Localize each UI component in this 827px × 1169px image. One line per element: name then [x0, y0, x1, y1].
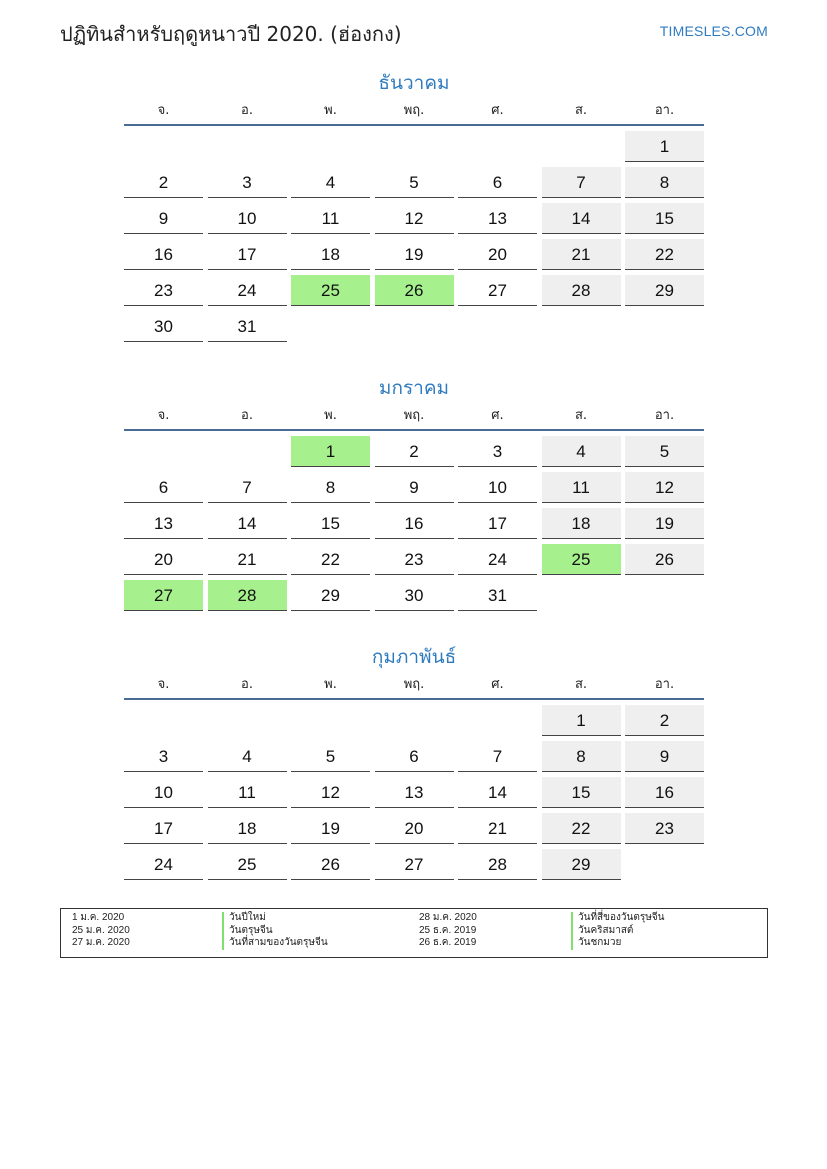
legend-date: 25 ม.ค. 2020	[72, 924, 130, 936]
day-cell: 2	[375, 436, 454, 467]
weekday-label: ส.	[574, 677, 588, 692]
weekend-day-cell: 9	[625, 741, 704, 772]
day-cell: 31	[208, 311, 287, 342]
day-cell: 30	[375, 580, 454, 611]
weekday-label: จ.	[157, 103, 170, 118]
weekday-label: พ.	[324, 408, 337, 423]
weekday-label: พ.	[324, 677, 337, 692]
day-cell: 27	[375, 849, 454, 880]
month-title: ธันวาคม	[378, 72, 450, 94]
weekend-day-cell: 19	[625, 508, 704, 539]
weekday-label: ส.	[574, 103, 588, 118]
month-january	[124, 373, 704, 611]
legend-date: 25 ธ.ค. 2019	[419, 924, 477, 936]
month-december	[124, 68, 704, 342]
day-cell: 7	[208, 472, 287, 503]
day-cell: 6	[124, 472, 203, 503]
holiday-legend	[60, 908, 768, 958]
days-grid	[124, 436, 704, 611]
legend-date: 26 ธ.ค. 2019	[419, 937, 477, 948]
day-cell: 12	[291, 777, 370, 808]
day-cell: 17	[458, 508, 537, 539]
day-cell: 27	[458, 275, 537, 306]
month-title: มกราคม	[378, 377, 450, 399]
day-cell: 11	[208, 777, 287, 808]
weekday-header	[124, 403, 704, 431]
day-cell: 10	[458, 472, 537, 503]
day-cell: 20	[458, 239, 537, 270]
day-cell: 13	[458, 203, 537, 234]
days-grid	[124, 705, 704, 880]
day-cell: 21	[208, 544, 287, 575]
weekend-day-cell: 29	[542, 849, 621, 880]
day-cell: 13	[124, 508, 203, 539]
day-cell: 28	[458, 849, 537, 880]
day-cell: 17	[124, 813, 203, 844]
holiday-day-cell: 27	[124, 580, 203, 611]
weekday-label: อา.	[654, 103, 675, 118]
legend-right-names	[571, 912, 761, 950]
day-cell: 29	[291, 580, 370, 611]
weekend-day-cell: 15	[542, 777, 621, 808]
legend-holiday-name: วันคริสมาสต์	[571, 925, 761, 938]
weekend-day-cell: 21	[542, 239, 621, 270]
day-cell: 23	[124, 275, 203, 306]
day-cell: 23	[375, 544, 454, 575]
day-cell: 26	[291, 849, 370, 880]
holiday-day-cell: 25	[291, 275, 370, 306]
day-cell: 2	[124, 167, 203, 198]
day-cell: 18	[208, 813, 287, 844]
weekday-label: อา.	[654, 677, 675, 692]
day-cell: 4	[291, 167, 370, 198]
weekend-day-cell: 1	[625, 131, 704, 162]
weekend-day-cell: 4	[542, 436, 621, 467]
empty-cell	[291, 131, 370, 161]
day-cell: 6	[458, 167, 537, 198]
empty-cell	[124, 705, 203, 735]
holiday-day-cell: 26	[375, 275, 454, 306]
day-cell: 13	[375, 777, 454, 808]
weekday-label: อ.	[241, 103, 253, 118]
empty-cell	[458, 131, 537, 161]
day-cell: 18	[291, 239, 370, 270]
weekday-label: พ.	[324, 103, 337, 118]
day-cell: 24	[458, 544, 537, 575]
empty-cell	[291, 705, 370, 735]
weekday-label: พฤ.	[403, 677, 425, 692]
weekend-day-cell: 2	[625, 705, 704, 736]
weekend-day-cell: 22	[625, 239, 704, 270]
weekday-label: พฤ.	[403, 408, 425, 423]
holiday-day-cell: 25	[542, 544, 621, 575]
empty-cell	[375, 131, 454, 161]
day-cell: 21	[458, 813, 537, 844]
weekend-day-cell: 14	[542, 203, 621, 234]
weekend-day-cell: 11	[542, 472, 621, 503]
empty-cell	[124, 436, 203, 466]
day-cell: 22	[291, 544, 370, 575]
day-cell: 14	[458, 777, 537, 808]
weekday-label: ศ.	[491, 103, 504, 118]
day-cell: 30	[124, 311, 203, 342]
legend-holiday-name: วันชกมวย	[571, 937, 761, 950]
legend-date: 27 ม.ค. 2020	[72, 937, 130, 948]
day-cell: 9	[124, 203, 203, 234]
legend-left-names	[222, 912, 419, 950]
day-cell: 10	[208, 203, 287, 234]
day-cell: 9	[375, 472, 454, 503]
empty-cell	[208, 436, 287, 466]
day-cell: 20	[124, 544, 203, 575]
day-cell: 10	[124, 777, 203, 808]
day-cell: 15	[291, 508, 370, 539]
day-cell: 12	[375, 203, 454, 234]
day-cell: 5	[375, 167, 454, 198]
day-cell: 3	[124, 741, 203, 772]
weekend-day-cell: 8	[542, 741, 621, 772]
day-cell: 16	[375, 508, 454, 539]
day-cell: 11	[291, 203, 370, 234]
legend-right-dates	[419, 912, 571, 950]
weekday-header	[124, 98, 704, 126]
empty-cell	[458, 705, 537, 735]
holiday-day-cell: 28	[208, 580, 287, 611]
weekend-day-cell: 5	[625, 436, 704, 467]
weekday-label: จ.	[157, 408, 170, 423]
day-cell: 4	[208, 741, 287, 772]
page-title: ปฏิทินสำหรับฤดูหนาวปี 2020. (ฮ่องกง)	[60, 22, 402, 46]
empty-cell	[542, 131, 621, 161]
day-cell: 3	[208, 167, 287, 198]
day-cell: 6	[375, 741, 454, 772]
day-cell: 17	[208, 239, 287, 270]
weekend-day-cell: 26	[625, 544, 704, 575]
day-cell: 5	[291, 741, 370, 772]
holiday-day-cell: 1	[291, 436, 370, 467]
legend-holiday-name: วันที่สามของวันตรุษจีน	[222, 937, 419, 950]
day-cell: 8	[291, 472, 370, 503]
legend-date: 1 ม.ค. 2020	[72, 912, 125, 923]
legend-holiday-name: วันปีใหม่	[222, 912, 419, 925]
day-cell: 24	[208, 275, 287, 306]
day-cell: 24	[124, 849, 203, 880]
empty-cell	[375, 705, 454, 735]
weekday-label: อา.	[654, 408, 675, 423]
day-cell: 7	[458, 741, 537, 772]
weekday-label: ศ.	[491, 677, 504, 692]
month-february	[124, 642, 704, 880]
weekday-label: ส.	[574, 408, 588, 423]
weekday-label: พฤ.	[403, 103, 425, 118]
days-grid	[124, 131, 704, 342]
legend-left-dates	[72, 912, 222, 950]
weekday-label: ศ.	[491, 408, 504, 423]
day-cell: 14	[208, 508, 287, 539]
weekend-day-cell: 7	[542, 167, 621, 198]
day-cell: 25	[208, 849, 287, 880]
empty-cell	[208, 131, 287, 161]
day-cell: 31	[458, 580, 537, 611]
day-cell: 20	[375, 813, 454, 844]
weekend-day-cell: 23	[625, 813, 704, 844]
legend-date: 28 ม.ค. 2020	[419, 912, 477, 923]
empty-cell	[124, 131, 203, 161]
weekday-header	[124, 672, 704, 700]
day-cell: 19	[375, 239, 454, 270]
weekend-day-cell: 22	[542, 813, 621, 844]
day-cell: 3	[458, 436, 537, 467]
weekday-label: จ.	[157, 677, 170, 692]
weekend-day-cell: 28	[542, 275, 621, 306]
day-cell: 16	[124, 239, 203, 270]
weekday-label: อ.	[241, 408, 253, 423]
weekend-day-cell: 18	[542, 508, 621, 539]
brand-link[interactable]: TIMESLES.COM	[659, 23, 768, 39]
weekend-day-cell: 16	[625, 777, 704, 808]
weekend-day-cell: 1	[542, 705, 621, 736]
weekend-day-cell: 8	[625, 167, 704, 198]
weekend-day-cell: 29	[625, 275, 704, 306]
month-title: กุมภาพันธ์	[371, 646, 457, 668]
day-cell: 19	[291, 813, 370, 844]
legend-holiday-name: วันที่สี่ของวันตรุษจีน	[571, 912, 761, 925]
weekday-label: อ.	[241, 677, 253, 692]
empty-cell	[208, 705, 287, 735]
weekend-day-cell: 15	[625, 203, 704, 234]
weekend-day-cell: 12	[625, 472, 704, 503]
legend-holiday-name: วันตรุษจีน	[222, 925, 419, 938]
